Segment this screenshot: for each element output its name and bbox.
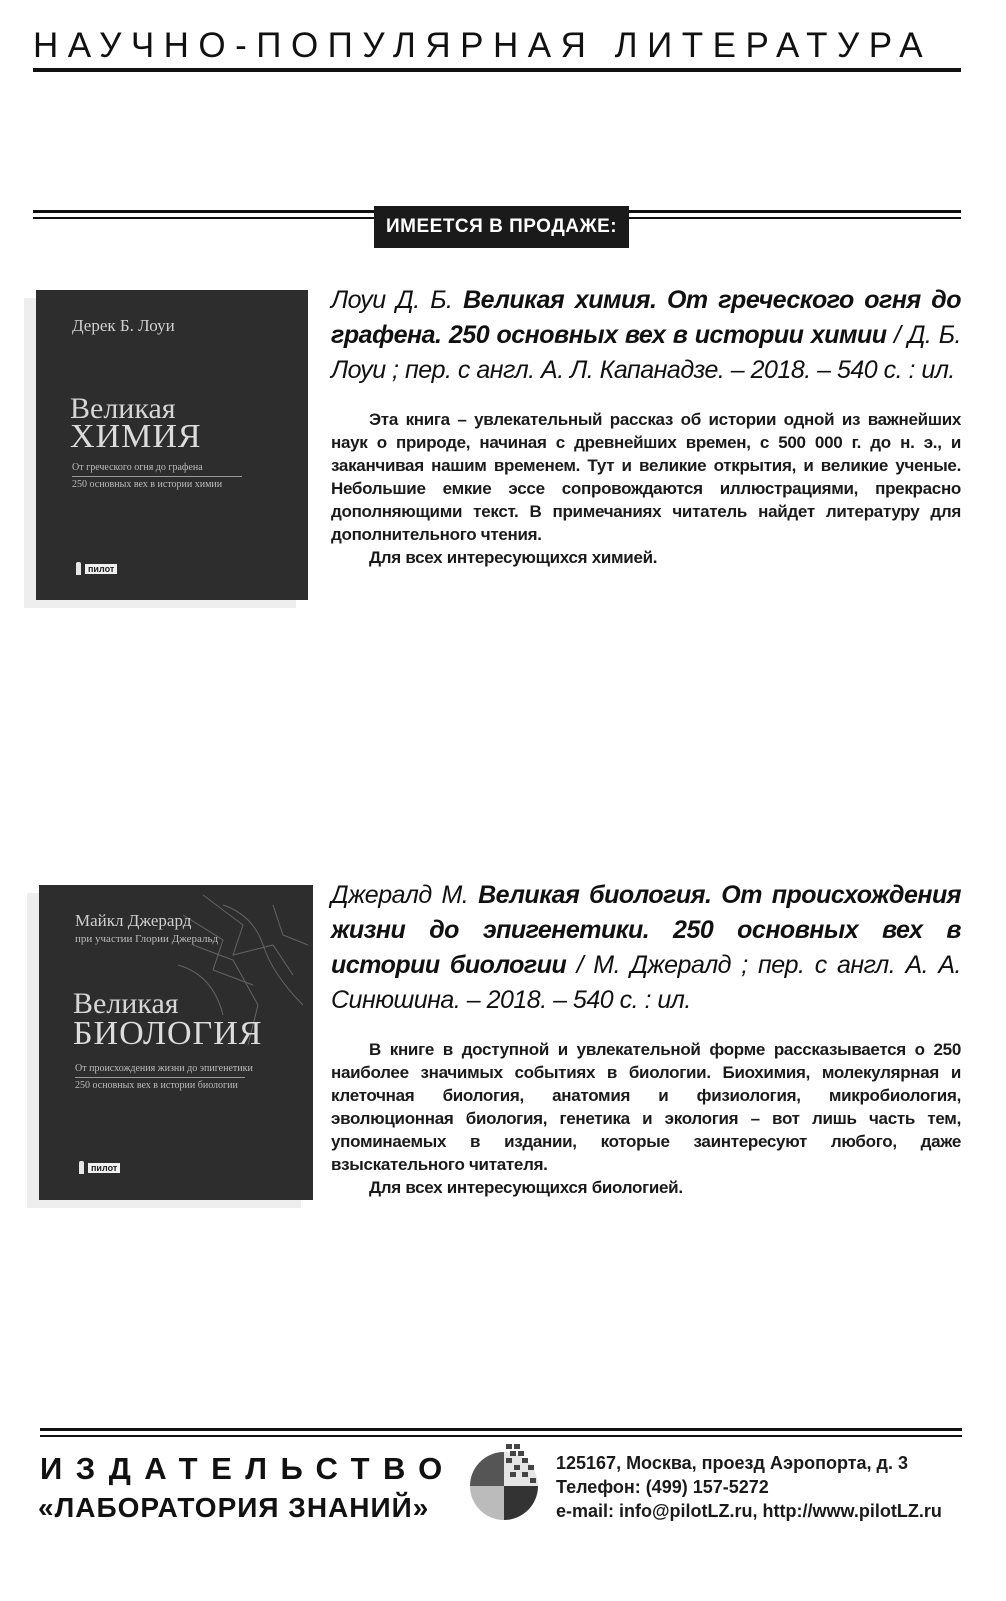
cover-subtitle-2: 250 основных вех в истории химии bbox=[72, 479, 223, 490]
publisher-logo: пилот bbox=[76, 562, 117, 575]
publisher-contacts bbox=[556, 1451, 942, 1523]
cover-author: Майкл Джерард bbox=[75, 911, 192, 930]
footer-divider bbox=[40, 1428, 962, 1437]
cover-title: Великая bbox=[70, 392, 176, 425]
cover-rule bbox=[75, 1077, 245, 1078]
audience-note: Для всех интересующихся химией. bbox=[369, 548, 658, 567]
publisher-logo: пилот bbox=[79, 1161, 120, 1174]
cover-rule bbox=[72, 476, 242, 477]
book-cover-biology bbox=[39, 885, 313, 1200]
cover-title: Великая bbox=[73, 987, 179, 1020]
cover-title-main: ХИМИЯ bbox=[70, 418, 202, 455]
address: 125167, Москва, проезд Аэропорта, д. 3 bbox=[556, 1453, 908, 1473]
pilot-icon bbox=[76, 562, 81, 575]
book-entry-chemistry bbox=[331, 283, 961, 569]
publisher-globe-icon bbox=[466, 1440, 542, 1526]
header-rule bbox=[33, 68, 961, 72]
cover-subtitle: От происхождения жизни до эпигенетики bbox=[75, 1063, 253, 1074]
publisher-name: ИЗДАТЕЛЬСТВО bbox=[40, 1451, 456, 1486]
book-description: В книге в доступной и увлекательной форме рассказывается о 250 наиболее значимых событиях в биологии. Биохимия, молекулярная и клеточная биология, анатомия и физиология, микробиология, эволюционная биология, генетика и экология – вот лишь часть тем, упоминаемых в издании, которые заинтересуют любого, даже взыскательного читателя. Для всех интересующихся биологией. bbox=[331, 1040, 961, 1197]
phone: Телефон: (499) 157-5272 bbox=[556, 1477, 769, 1497]
publisher-brand: «ЛАБОРАТОРИЯ ЗНАНИЙ» bbox=[38, 1492, 430, 1523]
audience-note: Для всех интересующихся биологией. bbox=[369, 1178, 683, 1197]
cover-subtitle: От греческого огня до графена bbox=[72, 462, 203, 473]
cover-co-author: при участии Глории Джеральд bbox=[75, 933, 219, 945]
book-entry-biology bbox=[331, 878, 961, 1199]
book-cover-chemistry bbox=[36, 290, 308, 600]
cover-author: Дерек Б. Лоуи bbox=[72, 316, 175, 335]
cover-title-main: БИОЛОГИЯ bbox=[73, 1015, 263, 1052]
pilot-icon bbox=[79, 1161, 84, 1174]
sale-badge: ИМЕЕТСЯ В ПРОДАЖЕ: bbox=[374, 206, 629, 248]
email-website[interactable]: e-mail: info@pilotLZ.ru, http://www.pilotLZ.ru bbox=[556, 1501, 942, 1521]
page-title: НАУЧНО-ПОПУЛЯРНАЯ ЛИТЕРАТУРА bbox=[33, 26, 933, 65]
book-description: Эта книга – увлекательный рассказ об истории одной из важнейших наук о природе, начиная с древнейших времен, с 500 000 г. до н. э., и заканчивая нашим временем. Тут и великие открытия, и великие ученые. Небольшие емкие эссе сопровождаются иллюстрациями, прекрасно дополняющими текст. В примечаниях читатель найдет литературу для дополнительного чтения. Для всех интересующихся химией. bbox=[331, 410, 961, 567]
cover-subtitle-2: 250 основных вех в истории биологии bbox=[75, 1080, 238, 1091]
bibliographic-citation: Джералд М. Великая биология. От происхождения жизни до эпигенетики. 250 основных вех в истории биологии / М. Джералд ; пер. с англ. А. А. Синюшина. – 2018. – 540 с. : ил. bbox=[331, 881, 962, 1014]
bibliographic-citation: Лоуи Д. Б. Великая химия. От греческого огня до графена. 250 основных вех в истории химии / Д. Б. Лоуи ; пер. с англ. А. Л. Капанадзе. – 2018. – 540 с. : ил. bbox=[331, 286, 961, 384]
